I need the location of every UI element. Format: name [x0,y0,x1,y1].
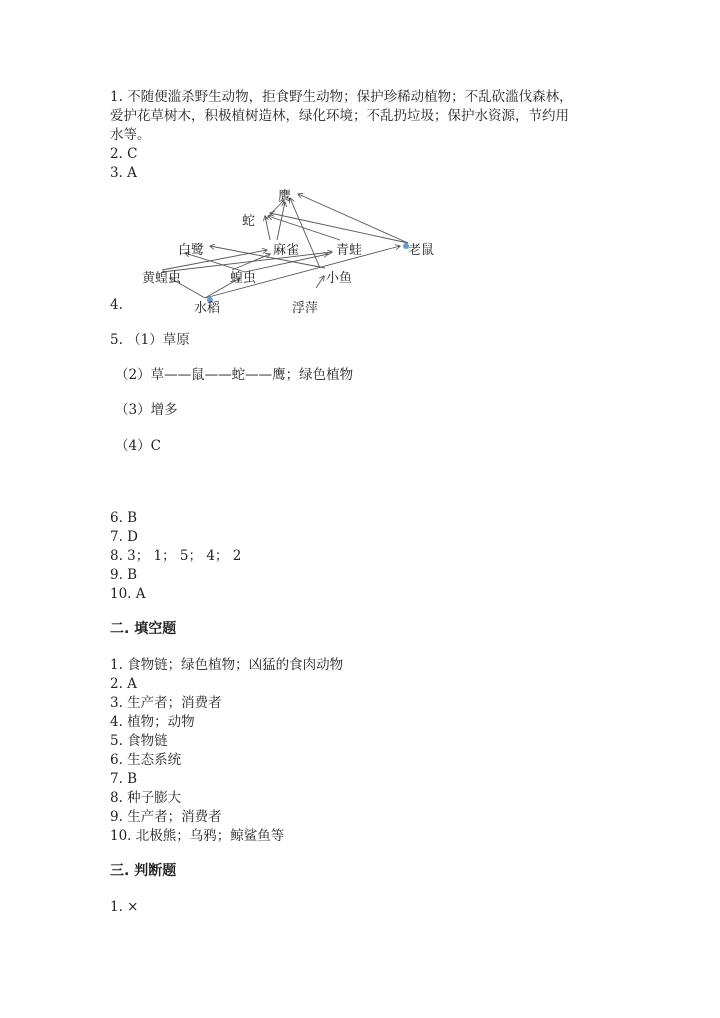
answer-1-line-1: 1. 不随便滥杀野生动物，拒食野生动物；保护珍稀动植物；不乱砍滥伐森林， [110,89,573,105]
section-3-heading: 三. 判断题 [110,863,177,879]
answer-1-line-3: 水等。 [110,127,151,143]
fill-answer-2: 2. A [110,676,137,692]
fill-answer-7: 7. B [110,771,138,787]
answer-3: 3. A [110,165,137,181]
arrow-duckweed-fish [316,276,324,288]
fill-answer-1: 1. 食物链；绿色植物；凶猛的食肉动物 [110,657,344,673]
answer-10: 10. A [110,586,146,602]
node-egret: 白鹭 [178,243,205,258]
answer-6: 6. B [110,510,138,526]
judge-answer-1: 1. × [110,899,139,915]
fill-answer-4: 4. 植物；动物 [110,714,195,730]
fill-answer-8: 8. 种子膨大 [110,790,182,806]
section-2-heading: 二. 填空题 [110,621,177,637]
answer-5-4: （4）C [115,438,161,454]
node-small-fish: 小鱼 [326,271,353,286]
arrow-mouse-hawk [298,194,408,243]
answer-8: 8. 3； 1； 5； 4； 2 [110,548,242,564]
arrow-frog-snake [268,216,340,240]
arrow-mouse-snake [270,213,408,243]
node-sparrow: 麻雀 [273,243,300,258]
answer-9: 9. B [110,567,138,583]
node-grasshopper: 黄蝗虫 [142,271,182,286]
fill-answer-3: 3. 生产者；消费者 [110,695,222,711]
answer-4-label: 4. [110,297,123,313]
fill-answer-6: 6. 生态系统 [110,752,182,768]
fill-answer-9: 9. 生产者；消费者 [110,809,222,825]
node-locust: 蝗虫 [230,271,257,286]
answer-2: 2. C [110,146,138,162]
food-web-diagram [120,180,440,320]
answer-5-3: （3）增多 [115,402,178,418]
node-mouse: 老鼠 [408,243,435,258]
answer-5-1: 5. （1）草原 [110,332,190,348]
node-rice: 水稻 [194,301,221,316]
node-snake: 蛇 [242,214,256,229]
node-hawk: 鹰 [278,189,292,204]
answer-7: 7. D [110,529,138,545]
node-frog: 青蛙 [336,243,363,258]
fill-answer-5: 5. 食物链 [110,733,168,749]
answer-1-line-2: 爱护花草树木，积极植树造林，绿化环境；不乱扔垃圾；保护水资源，节约用 [110,108,569,124]
fill-answer-10: 10. 北极熊；乌鸦；鲸鲨鱼等 [110,828,285,844]
node-duckweed: 浮萍 [292,301,319,316]
answer-5-2: （2）草——鼠——蛇——鹰；绿色植物 [115,367,354,383]
